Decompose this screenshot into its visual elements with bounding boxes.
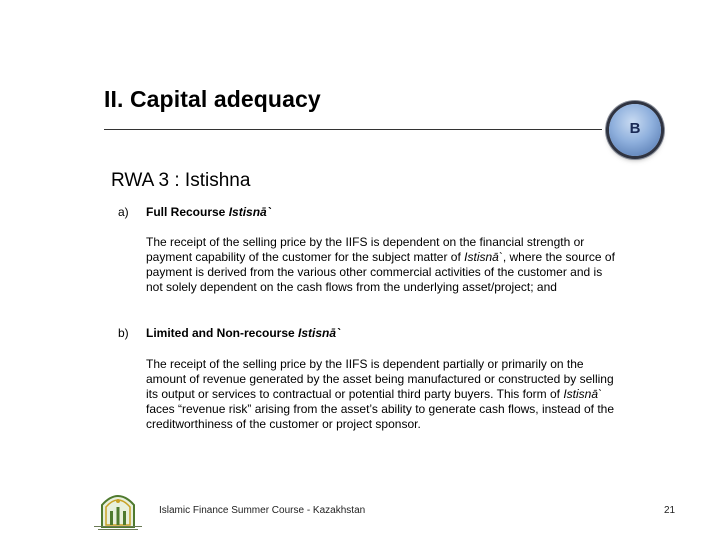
footer-course-text: Islamic Finance Summer Course - Kazakhstan [159,505,366,516]
badge-letter: B [629,120,641,137]
item-a-heading-term: Istisnā` [228,205,271,219]
logo-caption [90,524,146,534]
item-b-letter: b) [118,326,129,340]
item-a-paragraph-term: Istisnā` [464,250,503,264]
item-b-paragraph-part2: faces “revenue risk” arising from the asset’s ability to generate cash flows, instead of the creditworthiness of the customer or project sponsor. [146,402,615,431]
item-b-heading-text: Limited and Non-recourse [146,326,299,340]
item-b-paragraph-part1: The receipt of the selling price by the IIFS is dependent partially or primarily on the amount of revenue generated by the asset being manufactured or constructed by selling its output or services to contractual or potential third party buyers. This form of [146,357,614,401]
slide-subtitle: RWA 3 : Istishna [111,170,251,191]
item-a-letter: a) [118,205,129,219]
section-badge [609,104,661,156]
title-divider [104,129,602,130]
item-b-paragraph-term: Istisnā` [563,387,602,401]
item-b-heading [146,326,340,340]
item-a-heading-text: Full Recourse [146,205,229,219]
item-b-paragraph [146,357,616,432]
page-number: 21 [664,505,676,516]
item-a-paragraph [146,235,616,295]
item-a-paragraph-part1: The receipt of the selling price by the IIFS is dependent on the financial strength or payment capability of the customer for the subject matter of [146,235,585,264]
item-a-heading [146,205,271,219]
slide-title: II. Capital adequacy [104,86,321,112]
item-b-heading-term: Istisnā` [298,326,341,340]
item-a-paragraph-part2: , where the source of payment is derived from the various other commercial activities of the customer and is not solely dependent on the cash flows from the underlying asset/project; and [146,250,615,294]
